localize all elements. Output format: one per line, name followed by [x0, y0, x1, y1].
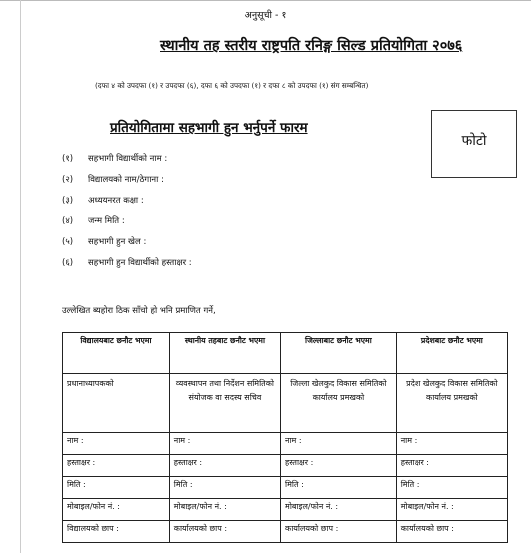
table-row-phone	[63, 499, 508, 521]
table-row-authority	[63, 374, 508, 433]
authority-local-level: व्यवस्थापन तथा निर्देशन समितिको संयोजक वा सदस्य सचिव	[169, 374, 280, 433]
form-fields	[62, 153, 192, 278]
field-number: (६)	[62, 257, 74, 268]
form-field-birth-date[interactable]	[62, 215, 192, 236]
field-label: जन्म मिति :	[88, 216, 125, 227]
page-title: स्थानीय तह स्तरीय राष्ट्रपति रनिङ्ग सिल्ड प्रतियोगिता २०७६	[160, 38, 463, 54]
table-cell[interactable]: मिति :	[63, 477, 170, 499]
form-field-student-signature[interactable]	[62, 257, 192, 278]
table-cell[interactable]: मोबाइल/फोन नं. :	[63, 499, 170, 521]
field-number: (१)	[62, 154, 74, 164]
annex-label: अनुसूची - १	[244, 10, 287, 21]
table-cell[interactable]: नाम :	[63, 433, 170, 455]
table-cell[interactable]: नाम :	[396, 433, 507, 455]
table-cell[interactable]: हस्ताक्षर :	[169, 455, 280, 477]
photo-label: फोटो	[461, 133, 487, 149]
table-cell[interactable]: विद्यालयको छाप :	[63, 521, 170, 543]
table-cell[interactable]: मोबाइल/फोन नं. :	[281, 499, 397, 521]
reference-note: (दफा ४ को उपदफा (१) र उपदफा (६), दफा ६ को उपदफा (१) र दफा ८ को उपदफा (१) संग सम्बन्धित)	[95, 81, 369, 90]
field-label: सहभागी हुन विद्यार्थीको हस्ताक्षर :	[88, 257, 192, 268]
signature-table	[62, 332, 508, 543]
header-province: प्रदेशबाट छनौट भएमा	[396, 333, 507, 374]
table-row-signature	[63, 455, 508, 477]
authority-province: प्रदेश खेलकुद विकास समितिको कार्यालय प्रमखको	[396, 374, 507, 433]
photo-box[interactable]	[431, 110, 517, 178]
form-field-class[interactable]	[62, 195, 192, 216]
field-number: (३)	[62, 195, 74, 206]
authority-school: प्रधानाध्यापकको	[63, 374, 170, 433]
certification-statement: उल्लेखित ब्यहोरा ठिक साँचो हो भनि प्रमाणित गर्ने,	[62, 306, 216, 316]
authority-district: जिल्ला खेलकुद विकास समितिको कार्यालय प्रमखको	[281, 374, 397, 433]
field-number: (२)	[62, 174, 74, 185]
form-field-school-name-address[interactable]	[62, 174, 192, 195]
field-number: (५)	[62, 237, 74, 248]
table-cell[interactable]: हस्ताक्षर :	[63, 455, 170, 477]
table-cell[interactable]: कार्यालयको छाप :	[169, 521, 280, 543]
form-title: प्रतियोगितामा सहभागी हुन भर्नुपर्ने फारम	[110, 120, 308, 136]
field-number: (४)	[62, 216, 74, 227]
form-field-sport[interactable]	[62, 236, 192, 257]
table-cell[interactable]: हस्ताक्षर :	[396, 455, 507, 477]
table-cell[interactable]: मोबाइल/फोन नं. :	[396, 499, 507, 521]
table-row-date	[63, 477, 508, 499]
table-cell[interactable]: नाम :	[281, 433, 397, 455]
table-cell[interactable]: हस्ताक्षर :	[281, 455, 397, 477]
header-school: विद्यालयबाट छनौट भएमा	[63, 333, 170, 374]
page-top-edge	[0, 0, 531, 1]
table-cell[interactable]: मोबाइल/फोन नं. :	[169, 499, 280, 521]
field-label: सहभागी हुन खेल :	[88, 237, 147, 248]
table-row-name	[63, 433, 508, 455]
header-local-level: स्थानीय तहबाट छनौट भएमा	[169, 333, 280, 374]
field-label: सहभागी विद्यार्थीको नाम :	[88, 154, 168, 164]
table-cell[interactable]: मिति :	[396, 477, 507, 499]
table-cell[interactable]: कार्यालयको छाप :	[281, 521, 397, 543]
form-field-student-name[interactable]	[62, 153, 192, 174]
table-cell[interactable]: कार्यालयको छाप :	[396, 521, 507, 543]
table-cell[interactable]: मिति :	[281, 477, 397, 499]
field-label: अध्ययनरत कक्षा :	[88, 195, 144, 206]
page-left-margin	[20, 0, 21, 553]
table-cell[interactable]: मिति :	[169, 477, 280, 499]
table-cell[interactable]: नाम :	[169, 433, 280, 455]
table-header-row	[63, 333, 508, 374]
field-label: विद्यालयको नाम/ठेगाना :	[88, 174, 164, 185]
table-row-stamp	[63, 521, 508, 543]
header-district: जिल्लाबाट छनौट भएमा	[281, 333, 397, 374]
